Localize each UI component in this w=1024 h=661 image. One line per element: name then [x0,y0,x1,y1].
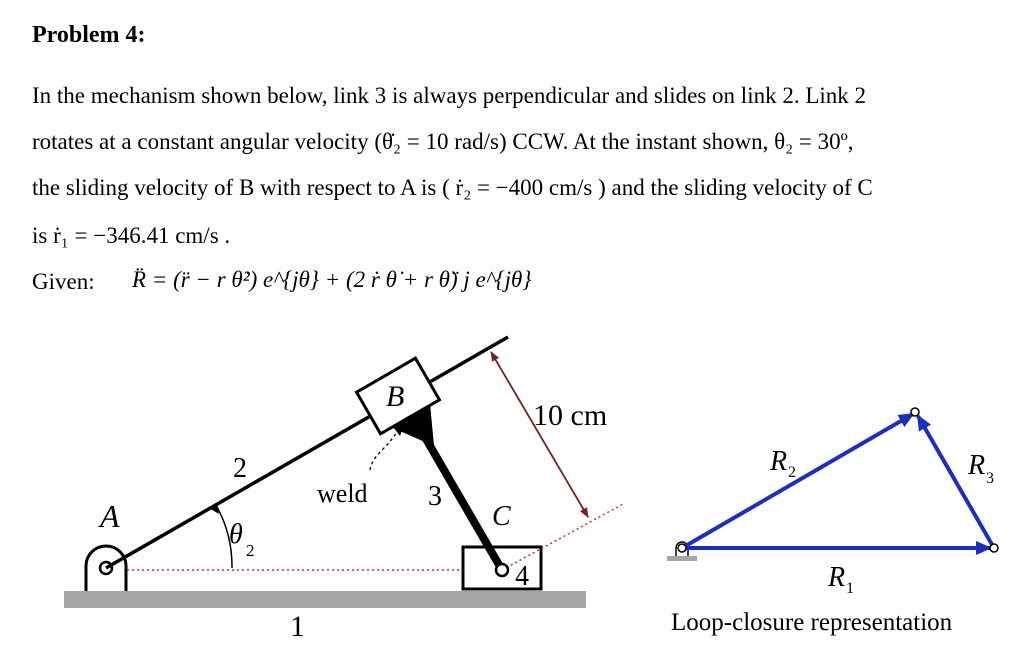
label-link-2: 2 [233,453,247,484]
link-2 [106,337,508,568]
problem-text-line-1: In the mechanism shown below, link 3 is always perpendicular and slides on link 2. Link 2 [32,83,867,108]
label-r2-sub: 2 [788,464,796,481]
label-link-3: 3 [428,481,442,512]
label-link-4: 4 [515,561,529,592]
vector-r3 [918,416,994,548]
label-r1-sub: 1 [846,580,854,597]
loop-pin-a [678,544,686,552]
label-theta-sub: 2 [246,541,255,560]
weld-leader [370,430,398,470]
pin-c [496,564,508,576]
vector-r2 [682,414,913,548]
dimension-arrow [491,352,588,517]
perpendicular-extension [502,503,625,570]
label-theta: θ [229,519,243,550]
given-equation: R̈ = (r̈ − r θ̇²) e^{jθ} + (2 ṙ θ̇ + r θ̈) j e^{jθ} [132,267,532,292]
label-weld: weld [317,479,368,508]
loop-pin-b [911,408,919,416]
label-dimension: 10 cm [533,399,608,432]
problem-text-line-2: rotates at a constant angular velocity (θ̇₂ = 10 rad/s) CCW. At the instant shown, θ₂ = 30º, [32,129,854,154]
ground-link-1 [64,591,586,608]
given-label: Given: [32,269,95,294]
label-r1: R [828,562,846,593]
problem-text-line-3: the sliding velocity of B with respect to A is ( ṙ₂ = −400 cm/s ) and the sliding velocity of C [32,175,873,200]
label-b: B [386,380,405,413]
loop-caption: Loop-closure representation [671,609,953,636]
label-r3: R [968,450,986,481]
loop-ground [667,556,697,561]
label-c: C [492,501,511,532]
label-r2: R [770,446,788,477]
loop-pin-c [990,544,998,552]
problem-title: Problem 4: [32,22,146,48]
label-link-1: 1 [290,610,305,643]
problem-text-line-4: is ṙ₁ = −346.41 cm/s . [32,223,231,248]
label-a: A [100,498,120,534]
label-r3-sub: 3 [986,470,994,487]
